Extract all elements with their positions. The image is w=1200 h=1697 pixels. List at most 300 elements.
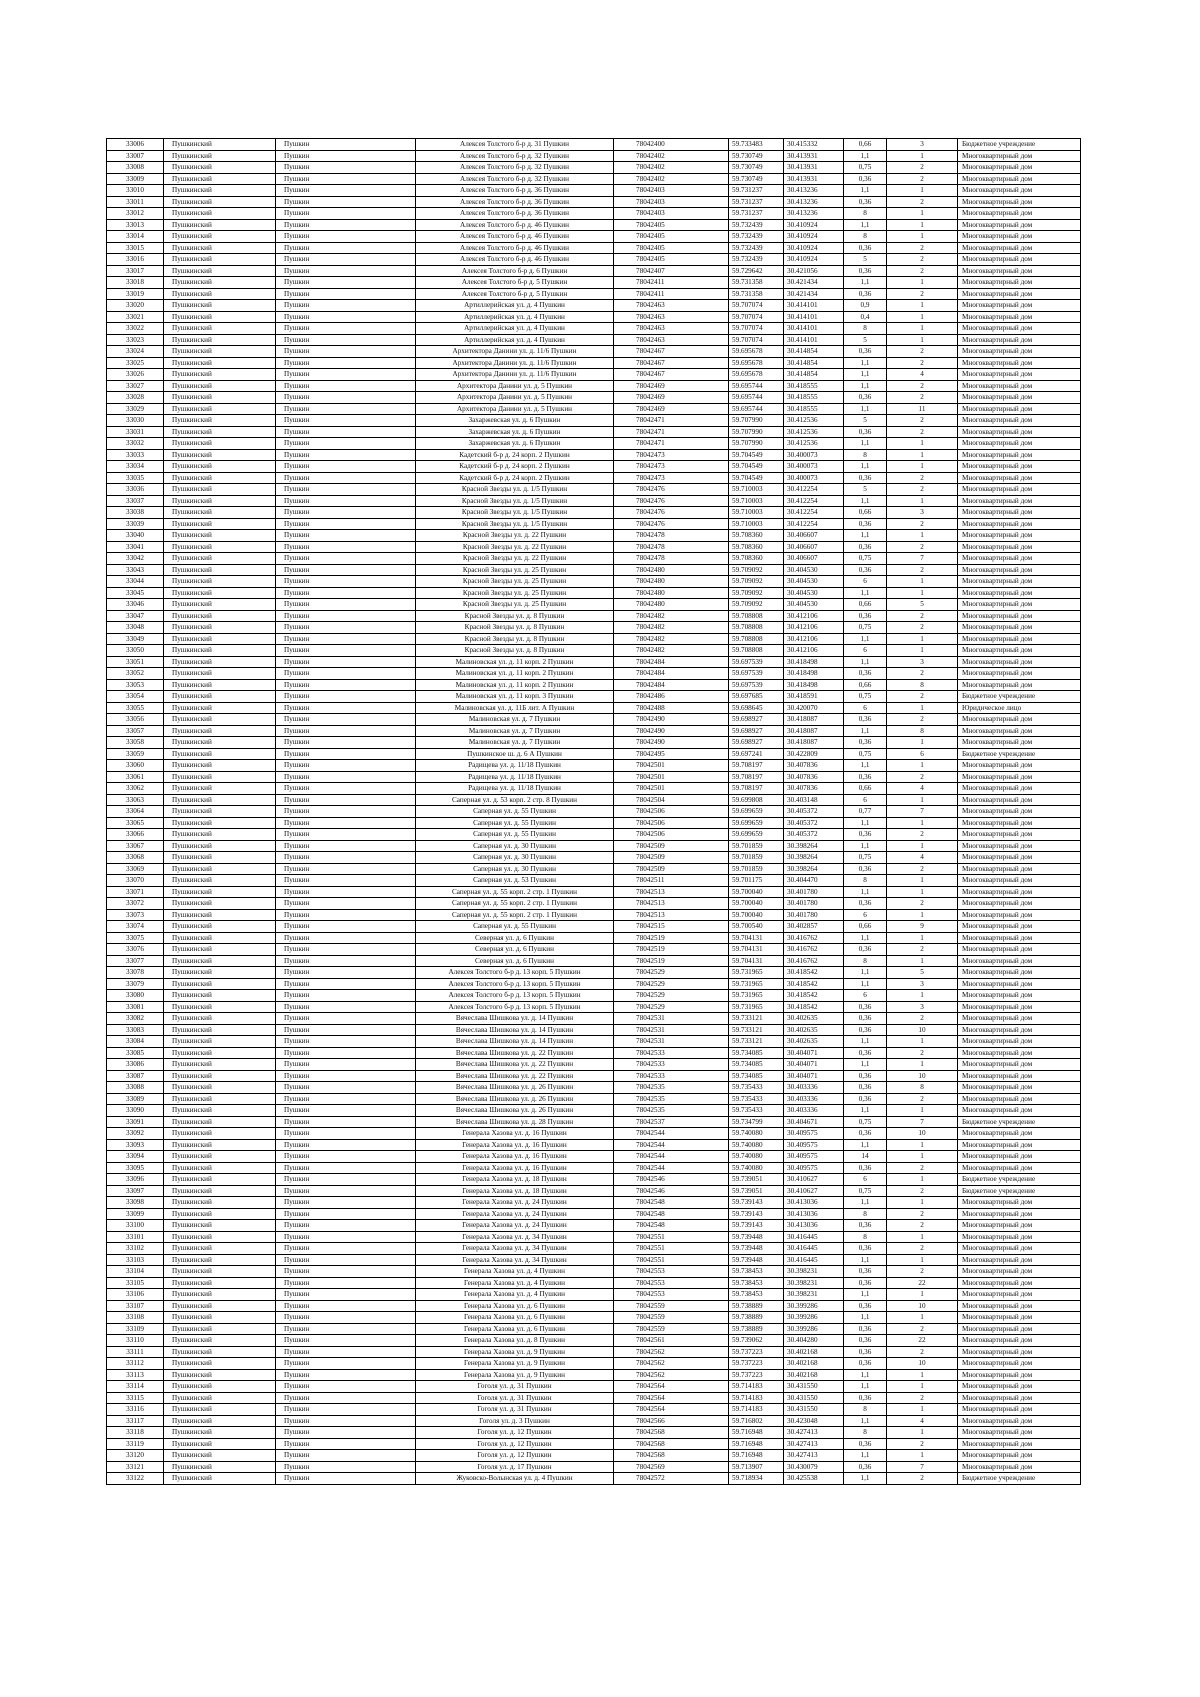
table-cell-volume: 1,1 xyxy=(844,1450,887,1462)
table-row xyxy=(107,277,1081,289)
table-cell-lon: 30.406607 xyxy=(784,541,844,553)
table-cell-count: 2 xyxy=(887,1208,958,1220)
table-cell-type: Многоквартирный дом xyxy=(958,1346,1081,1358)
table-row xyxy=(107,817,1081,829)
table-cell-city: Пушкин xyxy=(276,760,416,772)
table-cell-count: 1 xyxy=(887,587,958,599)
table-cell-id: 33033 xyxy=(107,449,164,461)
table-cell-district: Пушкинский xyxy=(164,1162,276,1174)
table-cell-volume: 1,1 xyxy=(844,530,887,542)
table-row xyxy=(107,1047,1081,1059)
table-cell-code: 78042566 xyxy=(614,1415,729,1427)
table-cell-city: Пушкин xyxy=(276,1404,416,1416)
table-cell-type: Многоквартирный дом xyxy=(958,909,1081,921)
table-cell-address: Красной Звезды ул. д. 25 Пушкин xyxy=(416,564,614,576)
table-cell-id: 33058 xyxy=(107,737,164,749)
table-cell-lat: 59.734085 xyxy=(729,1047,784,1059)
table-cell-count: 2 xyxy=(887,691,958,703)
table-cell-lon: 30.407836 xyxy=(784,783,844,795)
table-cell-address: Артиллерийская ул. д. 4 Пушкин xyxy=(416,300,614,312)
table-cell-district: Пушкинский xyxy=(164,633,276,645)
table-cell-count: 2 xyxy=(887,426,958,438)
table-cell-address: Северная ул. д. 6 Пушкин xyxy=(416,944,614,956)
table-cell-city: Пушкин xyxy=(276,725,416,737)
table-cell-district: Пушкинский xyxy=(164,553,276,565)
table-row xyxy=(107,231,1081,243)
table-cell-lon: 30.421056 xyxy=(784,265,844,277)
table-cell-volume: 0,75 xyxy=(844,748,887,760)
table-cell-volume: 1,1 xyxy=(844,978,887,990)
table-cell-count: 1 xyxy=(887,702,958,714)
table-cell-id: 33102 xyxy=(107,1243,164,1255)
table-cell-code: 78042561 xyxy=(614,1335,729,1347)
table-cell-district: Пушкинский xyxy=(164,610,276,622)
table-cell-count: 2 xyxy=(887,380,958,392)
table-cell-code: 78042562 xyxy=(614,1358,729,1370)
table-cell-address: Генерала Хазова ул. д. 16 Пушкин xyxy=(416,1139,614,1151)
table-cell-volume: 8 xyxy=(844,1404,887,1416)
table-cell-lon: 30.413931 xyxy=(784,150,844,162)
table-cell-code: 78042405 xyxy=(614,242,729,254)
table-cell-lat: 59.707990 xyxy=(729,415,784,427)
table-cell-id: 33019 xyxy=(107,288,164,300)
table-cell-city: Пушкин xyxy=(276,288,416,300)
table-cell-address: Красной Звезды ул. д. 22 Пушкин xyxy=(416,541,614,553)
table-cell-lat: 59.704131 xyxy=(729,932,784,944)
table-cell-lat: 59.700540 xyxy=(729,921,784,933)
table-cell-volume: 6 xyxy=(844,702,887,714)
table-cell-id: 33111 xyxy=(107,1346,164,1358)
table-cell-address: Саперная ул. д. 55 Пушкин xyxy=(416,817,614,829)
table-cell-type: Многоквартирный дом xyxy=(958,725,1081,737)
table-cell-count: 1 xyxy=(887,1105,958,1117)
table-cell-lat: 59.737223 xyxy=(729,1346,784,1358)
table-cell-district: Пушкинский xyxy=(164,886,276,898)
table-cell-count: 1 xyxy=(887,990,958,1002)
table-row xyxy=(107,438,1081,450)
table-cell-lon: 30.399286 xyxy=(784,1300,844,1312)
table-cell-count: 2 xyxy=(887,1346,958,1358)
table-cell-type: Многоквартирный дом xyxy=(958,346,1081,358)
table-cell-code: 78042478 xyxy=(614,553,729,565)
table-cell-lat: 59.733121 xyxy=(729,1036,784,1048)
table-cell-code: 78042553 xyxy=(614,1266,729,1278)
table-cell-count: 1 xyxy=(887,438,958,450)
table-row xyxy=(107,921,1081,933)
table-cell-type: Многоквартирный дом xyxy=(958,1047,1081,1059)
table-cell-address: Вячеслава Шишкова ул. д. 28 Пушкин xyxy=(416,1116,614,1128)
table-cell-city: Пушкин xyxy=(276,334,416,346)
table-cell-id: 33025 xyxy=(107,357,164,369)
table-cell-id: 33064 xyxy=(107,806,164,818)
table-cell-district: Пушкинский xyxy=(164,1105,276,1117)
table-cell-address: Саперная ул. д. 55 корп. 2 стр. 1 Пушкин xyxy=(416,898,614,910)
table-row xyxy=(107,334,1081,346)
table-cell-volume: 0,75 xyxy=(844,852,887,864)
table-cell-code: 78042467 xyxy=(614,369,729,381)
table-cell-city: Пушкин xyxy=(276,1392,416,1404)
table-cell-lon: 30.404071 xyxy=(784,1047,844,1059)
table-cell-address: Алексея Толстого б-р д. 6 Пушкин xyxy=(416,265,614,277)
table-cell-code: 78042405 xyxy=(614,231,729,243)
table-cell-address: Саперная ул. д. 55 корп. 2 стр. 1 Пушкин xyxy=(416,909,614,921)
table-cell-lon: 30.421434 xyxy=(784,288,844,300)
table-cell-city: Пушкин xyxy=(276,1358,416,1370)
table-cell-volume: 1,1 xyxy=(844,1254,887,1266)
table-cell-district: Пушкинский xyxy=(164,1323,276,1335)
table-cell-city: Пушкин xyxy=(276,1243,416,1255)
table-cell-lat: 59.701859 xyxy=(729,840,784,852)
table-cell-lon: 30.399286 xyxy=(784,1323,844,1335)
table-row xyxy=(107,702,1081,714)
table-cell-lat: 59.704131 xyxy=(729,955,784,967)
table-cell-code: 78042546 xyxy=(614,1185,729,1197)
table-cell-id: 33096 xyxy=(107,1174,164,1186)
table-cell-count: 7 xyxy=(887,553,958,565)
table-cell-address: Архитектора Данини ул. д. 11/6 Пушкин xyxy=(416,346,614,358)
table-cell-volume: 0,36 xyxy=(844,173,887,185)
table-cell-id: 33070 xyxy=(107,875,164,887)
table-cell-volume: 1,1 xyxy=(844,932,887,944)
table-cell-district: Пушкинский xyxy=(164,150,276,162)
table-cell-count: 2 xyxy=(887,1047,958,1059)
table-cell-lon: 30.412536 xyxy=(784,426,844,438)
table-cell-address: Алексея Толстого б-р д. 32 Пушкин xyxy=(416,162,614,174)
table-cell-lon: 30.413236 xyxy=(784,208,844,220)
table-cell-volume: 0,36 xyxy=(844,1047,887,1059)
table-cell-code: 78042535 xyxy=(614,1093,729,1105)
table-cell-district: Пушкинский xyxy=(164,277,276,289)
table-cell-type: Многоквартирный дом xyxy=(958,656,1081,668)
table-cell-code: 78042490 xyxy=(614,725,729,737)
table-cell-type: Многоквартирный дом xyxy=(958,1036,1081,1048)
table-cell-district: Пушкинский xyxy=(164,139,276,151)
table-cell-lat: 59.698927 xyxy=(729,725,784,737)
table-cell-id: 33075 xyxy=(107,932,164,944)
table-cell-district: Пушкинский xyxy=(164,530,276,542)
table-cell-lon: 30.412106 xyxy=(784,622,844,634)
table-cell-code: 78042509 xyxy=(614,863,729,875)
table-cell-lat: 59.708197 xyxy=(729,771,784,783)
table-cell-district: Пушкинский xyxy=(164,1116,276,1128)
table-cell-district: Пушкинский xyxy=(164,415,276,427)
table-cell-id: 33083 xyxy=(107,1024,164,1036)
table-cell-lat: 59.714183 xyxy=(729,1392,784,1404)
table-cell-id: 33042 xyxy=(107,553,164,565)
table-cell-district: Пушкинский xyxy=(164,1300,276,1312)
table-cell-volume: 0,36 xyxy=(844,1093,887,1105)
table-cell-count: 1 xyxy=(887,311,958,323)
table-cell-address: Генерала Хазова ул. д. 16 Пушкин xyxy=(416,1151,614,1163)
table-cell-volume: 0,36 xyxy=(844,1461,887,1473)
table-cell-city: Пушкин xyxy=(276,852,416,864)
table-cell-address: Генерала Хазова ул. д. 34 Пушкин xyxy=(416,1254,614,1266)
table-cell-district: Пушкинский xyxy=(164,265,276,277)
table-cell-type: Многоквартирный дом xyxy=(958,1231,1081,1243)
table-cell-city: Пушкин xyxy=(276,300,416,312)
table-row xyxy=(107,1116,1081,1128)
table-cell-count: 1 xyxy=(887,1450,958,1462)
table-cell-code: 78042535 xyxy=(614,1082,729,1094)
table-cell-id: 33080 xyxy=(107,990,164,1002)
table-cell-district: Пушкинский xyxy=(164,518,276,530)
table-cell-lon: 30.413931 xyxy=(784,173,844,185)
table-cell-lon: 30.404470 xyxy=(784,875,844,887)
table-cell-type: Многоквартирный дом xyxy=(958,1093,1081,1105)
table-cell-district: Пушкинский xyxy=(164,1404,276,1416)
table-cell-lat: 59.731965 xyxy=(729,990,784,1002)
table-cell-city: Пушкин xyxy=(276,863,416,875)
table-cell-district: Пушкинский xyxy=(164,564,276,576)
table-row xyxy=(107,1197,1081,1209)
table-cell-count: 1 xyxy=(887,1381,958,1393)
table-cell-type: Многоквартирный дом xyxy=(958,254,1081,266)
table-row xyxy=(107,369,1081,381)
table-cell-district: Пушкинский xyxy=(164,760,276,772)
table-cell-code: 78042473 xyxy=(614,449,729,461)
table-cell-type: Многоквартирный дом xyxy=(958,1300,1081,1312)
table-cell-type: Многоквартирный дом xyxy=(958,334,1081,346)
table-row xyxy=(107,1289,1081,1301)
table-cell-address: Алексея Толстого б-р д. 5 Пушкин xyxy=(416,288,614,300)
table-row xyxy=(107,1277,1081,1289)
table-cell-lon: 30.407836 xyxy=(784,771,844,783)
table-cell-address: Вячеслава Шишкова ул. д. 22 Пушкин xyxy=(416,1059,614,1071)
table-cell-district: Пушкинский xyxy=(164,852,276,864)
table-cell-city: Пушкин xyxy=(276,518,416,530)
table-cell-count: 1 xyxy=(887,1289,958,1301)
table-cell-id: 33023 xyxy=(107,334,164,346)
table-cell-id: 33077 xyxy=(107,955,164,967)
table-cell-id: 33092 xyxy=(107,1128,164,1140)
table-cell-city: Пушкин xyxy=(276,323,416,335)
table-cell-district: Пушкинский xyxy=(164,380,276,392)
table-cell-lat: 59.730749 xyxy=(729,150,784,162)
table-cell-address: Алексея Толстого б-р д. 36 Пушкин xyxy=(416,208,614,220)
table-cell-id: 33047 xyxy=(107,610,164,622)
table-cell-lon: 30.404530 xyxy=(784,564,844,576)
table-row xyxy=(107,1162,1081,1174)
table-row xyxy=(107,1427,1081,1439)
table-cell-lat: 59.710003 xyxy=(729,484,784,496)
table-cell-address: Генерала Хазова ул. д. 16 Пушкин xyxy=(416,1162,614,1174)
table-cell-count: 3 xyxy=(887,139,958,151)
table-cell-address: Алексея Толстого б-р д. 13 корп. 5 Пушкин xyxy=(416,978,614,990)
table-cell-lat: 59.739448 xyxy=(729,1243,784,1255)
table-cell-code: 78042544 xyxy=(614,1162,729,1174)
table-cell-id: 33018 xyxy=(107,277,164,289)
table-cell-type: Многоквартирный дом xyxy=(958,622,1081,634)
table-cell-city: Пушкин xyxy=(276,622,416,634)
table-cell-type: Многоквартирный дом xyxy=(958,288,1081,300)
table-cell-address: Вячеслава Шишкова ул. д. 26 Пушкин xyxy=(416,1082,614,1094)
table-cell-lon: 30.400073 xyxy=(784,472,844,484)
table-cell-id: 33110 xyxy=(107,1335,164,1347)
table-cell-volume: 1,1 xyxy=(844,369,887,381)
table-cell-id: 33055 xyxy=(107,702,164,714)
table-cell-volume: 0,66 xyxy=(844,783,887,795)
table-cell-address: Генерала Хазова ул. д. 9 Пушкин xyxy=(416,1358,614,1370)
table-cell-address: Красной Звезды ул. д. 25 Пушкин xyxy=(416,587,614,599)
table-row xyxy=(107,1105,1081,1117)
table-cell-address: Генерала Хазова ул. д. 9 Пушкин xyxy=(416,1346,614,1358)
table-cell-lon: 30.398264 xyxy=(784,863,844,875)
table-cell-address: Генерала Хазова ул. д. 6 Пушкин xyxy=(416,1323,614,1335)
table-cell-address: Алексея Толстого б-р д. 46 Пушкин xyxy=(416,242,614,254)
table-cell-lat: 59.700040 xyxy=(729,886,784,898)
table-cell-id: 33074 xyxy=(107,921,164,933)
table-cell-code: 78042564 xyxy=(614,1381,729,1393)
table-cell-city: Пушкин xyxy=(276,242,416,254)
table-row xyxy=(107,139,1081,151)
table-row xyxy=(107,1358,1081,1370)
table-cell-lon: 30.423048 xyxy=(784,1415,844,1427)
table-row xyxy=(107,265,1081,277)
table-cell-lat: 59.740080 xyxy=(729,1128,784,1140)
table-row xyxy=(107,311,1081,323)
table-cell-city: Пушкин xyxy=(276,1438,416,1450)
table-cell-city: Пушкин xyxy=(276,1254,416,1266)
table-cell-address: Радищева ул. д. 11/18 Пушкин xyxy=(416,760,614,772)
table-cell-district: Пушкинский xyxy=(164,955,276,967)
table-cell-code: 78042463 xyxy=(614,300,729,312)
table-row xyxy=(107,495,1081,507)
table-cell-address: Саперная ул. д. 55 Пушкин xyxy=(416,829,614,841)
table-cell-city: Пушкин xyxy=(276,311,416,323)
table-cell-lon: 30.412536 xyxy=(784,438,844,450)
table-cell-type: Многоквартирный дом xyxy=(958,208,1081,220)
table-cell-id: 33009 xyxy=(107,173,164,185)
table-cell-district: Пушкинский xyxy=(164,990,276,1002)
table-cell-volume: 8 xyxy=(844,449,887,461)
table-row xyxy=(107,622,1081,634)
table-cell-id: 33119 xyxy=(107,1438,164,1450)
table-cell-lat: 59.704131 xyxy=(729,944,784,956)
table-cell-type: Многоквартирный дом xyxy=(958,794,1081,806)
table-row xyxy=(107,150,1081,162)
table-cell-lon: 30.418498 xyxy=(784,679,844,691)
table-cell-lon: 30.401780 xyxy=(784,886,844,898)
table-cell-district: Пушкинский xyxy=(164,863,276,875)
table-row xyxy=(107,392,1081,404)
table-cell-count: 2 xyxy=(887,771,958,783)
table-cell-lon: 30.427413 xyxy=(784,1427,844,1439)
table-cell-district: Пушкинский xyxy=(164,1128,276,1140)
table-cell-code: 78042473 xyxy=(614,461,729,473)
table-cell-city: Пушкин xyxy=(276,1335,416,1347)
table-cell-city: Пушкин xyxy=(276,1139,416,1151)
table-cell-code: 78042482 xyxy=(614,633,729,645)
table-cell-address: Архитектора Данини ул. д. 5 Пушкин xyxy=(416,392,614,404)
table-cell-district: Пушкинский xyxy=(164,909,276,921)
table-cell-city: Пушкин xyxy=(276,196,416,208)
table-cell-type: Многоквартирный дом xyxy=(958,863,1081,875)
table-row xyxy=(107,426,1081,438)
table-cell-volume: 0,36 xyxy=(844,668,887,680)
table-cell-code: 78042400 xyxy=(614,139,729,151)
table-cell-address: Красной Звезды ул. д. 8 Пушкин xyxy=(416,645,614,657)
table-cell-type: Многоквартирный дом xyxy=(958,380,1081,392)
table-cell-district: Пушкинский xyxy=(164,1185,276,1197)
table-cell-lat: 59.731965 xyxy=(729,1001,784,1013)
table-cell-lon: 30.398264 xyxy=(784,852,844,864)
table-cell-id: 33076 xyxy=(107,944,164,956)
table-body xyxy=(107,139,1081,1485)
table-cell-volume: 1,1 xyxy=(844,1036,887,1048)
table-cell-city: Пушкин xyxy=(276,1024,416,1036)
table-cell-id: 33086 xyxy=(107,1059,164,1071)
table-cell-address: Генерала Хазова ул. д. 9 Пушкин xyxy=(416,1369,614,1381)
table-cell-district: Пушкинский xyxy=(164,1254,276,1266)
table-cell-volume: 0,36 xyxy=(844,1001,887,1013)
table-cell-district: Пушкинский xyxy=(164,1070,276,1082)
table-cell-type: Многоквартирный дом xyxy=(958,737,1081,749)
table-cell-lat: 59.695678 xyxy=(729,369,784,381)
table-cell-lon: 30.414101 xyxy=(784,311,844,323)
table-cell-code: 78042463 xyxy=(614,311,729,323)
table-cell-address: Саперная ул. д. 30 Пушкин xyxy=(416,863,614,875)
table-cell-code: 78042506 xyxy=(614,829,729,841)
table-cell-address: Алексея Толстого б-р д. 13 корп. 5 Пушкин xyxy=(416,1001,614,1013)
table-cell-address: Захаржевская ул. д. 6 Пушкин xyxy=(416,438,614,450)
table-row xyxy=(107,1185,1081,1197)
table-cell-type: Многоквартирный дом xyxy=(958,323,1081,335)
table-cell-id: 33069 xyxy=(107,863,164,875)
table-cell-count: 2 xyxy=(887,1438,958,1450)
table-cell-code: 78042529 xyxy=(614,1001,729,1013)
table-cell-count: 4 xyxy=(887,1415,958,1427)
table-cell-code: 78042476 xyxy=(614,495,729,507)
table-cell-type: Бюджетное учреждение xyxy=(958,1185,1081,1197)
table-cell-count: 2 xyxy=(887,415,958,427)
table-row xyxy=(107,1415,1081,1427)
table-cell-district: Пушкинский xyxy=(164,242,276,254)
table-cell-lat: 59.708197 xyxy=(729,783,784,795)
table-row xyxy=(107,219,1081,231)
table-cell-lon: 30.414854 xyxy=(784,357,844,369)
table-cell-id: 33065 xyxy=(107,817,164,829)
table-cell-id: 33029 xyxy=(107,403,164,415)
table-cell-lon: 30.427413 xyxy=(784,1438,844,1450)
table-cell-lon: 30.405372 xyxy=(784,829,844,841)
table-row xyxy=(107,254,1081,266)
table-row xyxy=(107,1220,1081,1232)
table-cell-type: Многоквартирный дом xyxy=(958,518,1081,530)
table-cell-city: Пушкин xyxy=(276,645,416,657)
table-cell-lat: 59.708808 xyxy=(729,610,784,622)
table-cell-count: 2 xyxy=(887,1220,958,1232)
table-cell-id: 33094 xyxy=(107,1151,164,1163)
table-cell-lat: 59.707074 xyxy=(729,323,784,335)
table-cell-code: 78042480 xyxy=(614,576,729,588)
table-cell-count: 1 xyxy=(887,219,958,231)
table-cell-code: 78042531 xyxy=(614,1024,729,1036)
table-cell-count: 2 xyxy=(887,1013,958,1025)
table-row xyxy=(107,1369,1081,1381)
table-cell-count: 2 xyxy=(887,265,958,277)
table-cell-lat: 59.697539 xyxy=(729,656,784,668)
table-cell-id: 33013 xyxy=(107,219,164,231)
table-cell-type: Многоквартирный дом xyxy=(958,1335,1081,1347)
table-cell-count: 2 xyxy=(887,196,958,208)
table-cell-address: Генерала Хазова ул. д. 16 Пушкин xyxy=(416,1128,614,1140)
table-cell-district: Пушкинский xyxy=(164,898,276,910)
table-cell-volume: 1,1 xyxy=(844,1059,887,1071)
table-cell-lon: 30.412106 xyxy=(784,633,844,645)
table-cell-id: 33057 xyxy=(107,725,164,737)
table-cell-count: 1 xyxy=(887,208,958,220)
table-cell-code: 78042482 xyxy=(614,610,729,622)
